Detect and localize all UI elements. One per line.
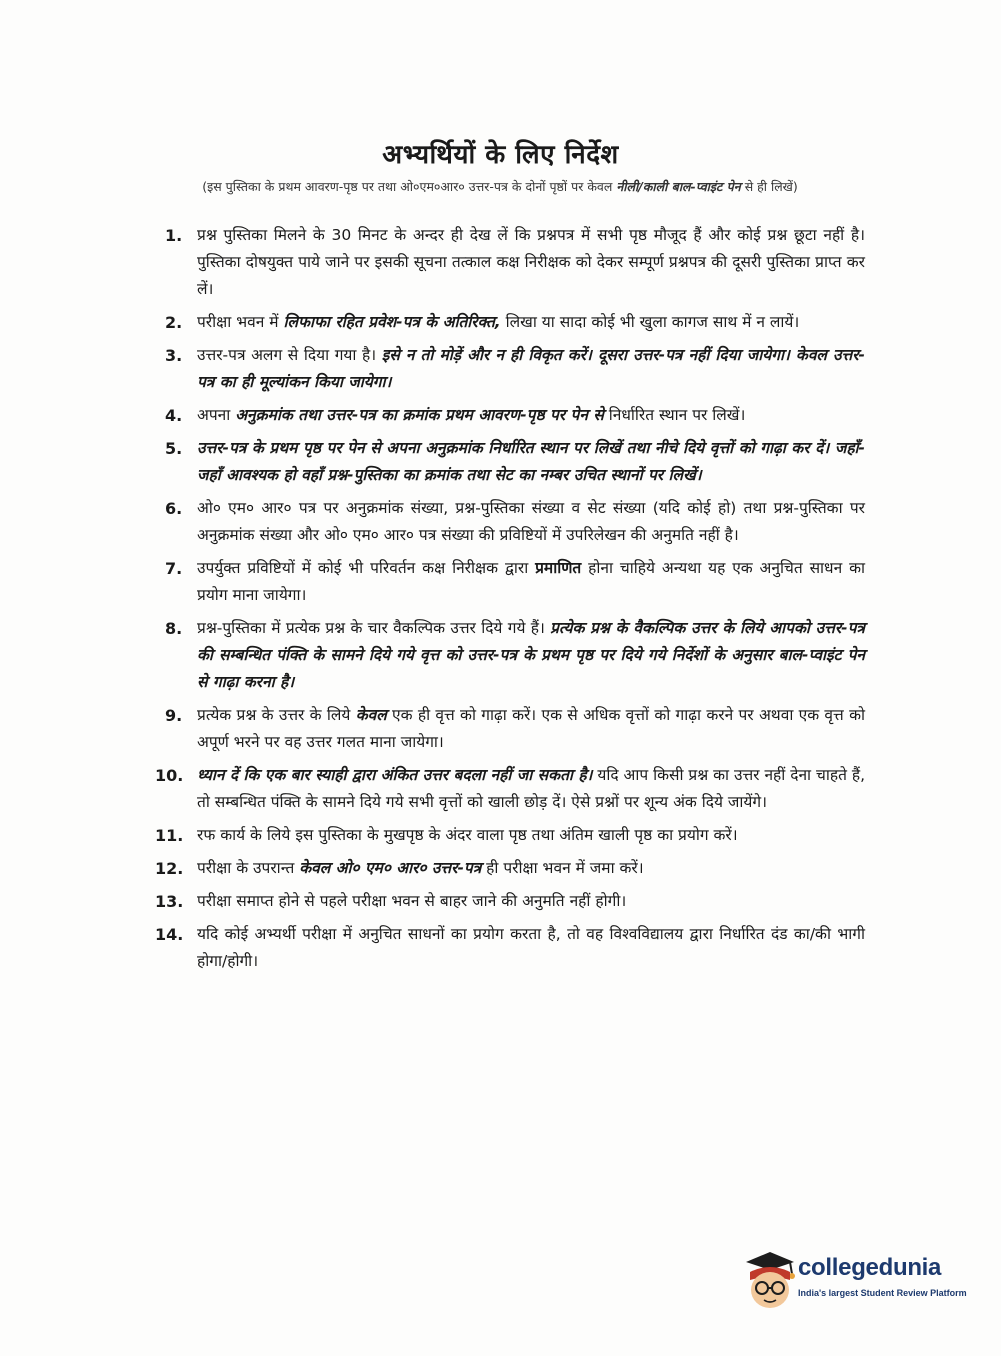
item-emphasis: प्रमाणित: [535, 559, 582, 577]
item-text: एक ही वृत्त को गाढ़ा करें। एक से अधिक वृत्तों को गाढ़ा करने पर अथवा एक वृत्त को अपूर्ण भरने पर वह उत्तर गलत माना जायेगा।: [197, 706, 865, 751]
logo-tagline: India's largest Student Review Platform: [798, 1288, 967, 1298]
instruction-item: [165, 702, 865, 756]
item-text: ही परीक्षा भवन में जमा करें।: [481, 859, 644, 877]
instruction-item: [155, 762, 865, 816]
instruction-item: [155, 822, 865, 849]
item-emphasis: केवल ओ० एम० आर० उत्तर-पत्र: [299, 859, 482, 877]
instruction-item: [165, 435, 865, 489]
item-number: 1.: [165, 226, 183, 245]
item-text: यदि कोई अभ्यर्थी परीक्षा में अनुचित साधनों का प्रयोग करता है, तो वह विश्वविद्यालय द्वारा निर्धारित दंड का/की भागी होगा/होगी।: [197, 925, 865, 970]
item-number: 8.: [165, 619, 183, 638]
item-number: 13.: [155, 892, 184, 911]
item-text: प्रश्न-पुस्तिका में प्रत्येक प्रश्न के चार वैकल्पिक उत्तर दिये गये हैं।: [197, 619, 551, 637]
item-emphasis: ध्यान दें कि एक बार स्याही द्वारा अंकित उत्तर बदला नहीं जा सकता है।: [197, 766, 593, 784]
item-number: 14.: [155, 925, 184, 944]
item-number: 6.: [165, 499, 183, 518]
item-number: 4.: [165, 406, 183, 425]
item-emphasis: केवल: [355, 706, 387, 724]
item-text: अपना: [197, 406, 236, 424]
item-number: 12.: [155, 859, 184, 878]
page-title: अभ्यर्थियों के लिए निर्देश: [382, 140, 619, 170]
instruction-item: [155, 888, 865, 915]
instruction-list: [155, 222, 865, 981]
instruction-item: [165, 342, 865, 396]
item-text: प्रश्न पुस्तिका मिलने के 30 मिनट के अन्दर ही देख लें कि प्रश्नपत्र में सभी पृष्ठ मौजूद हैं और कोई प्रश्न छूटा नहीं है। पुस्तिका दोषयुक्त पाये जाने पर इसकी सूचना तत्काल कक्ष निरीक्षक को देकर सम्पूर्ण प्रश्नपत्र की दूसरी पुस्तिका प्राप्त कर लें।: [197, 226, 865, 298]
instruction-item: [165, 222, 865, 303]
instruction-item: [155, 855, 865, 882]
mascot-icon: [740, 1248, 800, 1312]
item-text: परीक्षा समाप्त होने से पहले परीक्षा भवन से बाहर जाने की अनुमति नहीं होगी।: [197, 892, 627, 910]
instruction-item: [165, 555, 865, 609]
instruction-item: [155, 921, 865, 975]
item-text: परीक्षा के उपरान्त: [197, 859, 300, 877]
item-text: होना चाहिये अन्यथा यह एक अनुचित साधन का प्रयोग माना जायेगा।: [197, 559, 865, 604]
item-number: 9.: [165, 706, 183, 725]
subtitle-highlight: नीली/काली बाल-प्वाइंट पेन: [616, 179, 741, 194]
subtitle-pre: (इस पुस्तिका के प्रथम आवरण-पृष्ठ पर तथा ओ०एम०आर० उत्तर-पत्र के दोनों पृष्ठों पर केवल: [202, 179, 617, 194]
item-number: 7.: [165, 559, 183, 578]
item-emphasis: इसे न तो मोड़ें और न ही विकृत करें। दूसरा उत्तर-पत्र नहीं दिया जायेगा। केवल उत्तर-पत्र का ही मूल्यांकन किया जायेगा।: [197, 346, 865, 391]
item-text: निर्धारित स्थान पर लिखें।: [603, 406, 746, 424]
item-number: 2.: [165, 313, 183, 332]
item-text: परीक्षा भवन में: [197, 313, 284, 331]
item-text: उत्तर-पत्र अलग से दिया गया है।: [197, 346, 382, 364]
item-text: यदि आप किसी प्रश्न का उत्तर नहीं देना चाहते हैं, तो सम्बन्धित पंक्ति के सामने दिये गये सभी वृत्तों को खाली छोड़ दें। ऐसे प्रश्नों पर शून्य अंक दिये जायेंगे।: [197, 766, 865, 811]
item-text: ओ० एम० आर० पत्र पर अनुक्रमांक संख्या, प्रश्न-पुस्तिका संख्या व सेट संख्या (यदि कोई हो) तथा प्रश्न-पुस्तिका पर अनुक्रमांक संख्या और ओ० एम० आर० पत्र संख्या की प्रविष्टियों में उपरिलेखन की अनुमति नहीं है।: [197, 499, 865, 544]
item-emphasis: उत्तर-पत्र के प्रथम पृष्ठ पर पेन से अपना अनुक्रमांक निर्धारित स्थान पर लिखें तथा नीचे दिये वृत्तों को गाढ़ा कर दें। जहाँ-जहाँ आवश्यक हो वहाँ प्रश्न-पुस्तिका का क्रमांक तथा सेट का नम्बर उचित स्थानों पर लिखें।: [197, 439, 865, 484]
item-number: 3.: [165, 346, 183, 365]
instruction-item: [165, 615, 865, 696]
item-emphasis: प्रत्येक प्रश्न के वैकल्पिक उत्तर के लिये आपको उत्तर-पत्र की सम्बन्धित पंक्ति के सामने दिये गये वृत्त को उत्तर-पत्र के प्रथम पृष्ठ पर दिये गये निर्देशों के अनुसार बाल-प्वाइंट पेन से गाढ़ा करना है।: [197, 619, 865, 691]
instruction-item: [165, 402, 865, 429]
instruction-item: [165, 309, 865, 336]
subtitle-post: से ही लिखें): [740, 179, 798, 194]
collegedunia-logo: [740, 1248, 970, 1312]
item-text: प्रत्येक प्रश्न के उत्तर के लिये: [197, 706, 356, 724]
item-number: 5.: [165, 439, 183, 458]
instruction-item: [165, 495, 865, 549]
item-number: 10.: [155, 766, 184, 785]
item-text: उपर्युक्त प्रविष्टियों में कोई भी परिवर्तन कक्ष निरीक्षक द्वारा: [197, 559, 536, 577]
item-number: 11.: [155, 826, 184, 845]
page-subtitle: [150, 178, 850, 195]
logo-name: collegedunia: [798, 1254, 942, 1281]
item-text: रफ कार्य के लिये इस पुस्तिका के मुखपृष्ठ के अंदर वाला पृष्ठ तथा अंतिम खाली पृष्ठ का प्रयोग करें।: [197, 826, 738, 844]
item-text: लिखा या सादा कोई भी खुला कागज साथ में न लायें।: [500, 313, 800, 331]
item-emphasis: लिफाफा रहित प्रवेश-पत्र के अतिरिक्त,: [283, 313, 501, 331]
item-emphasis: अनुक्रमांक तथा उत्तर-पत्र का क्रमांक प्रथम आवरण-पृष्ठ पर पेन से: [235, 406, 604, 424]
